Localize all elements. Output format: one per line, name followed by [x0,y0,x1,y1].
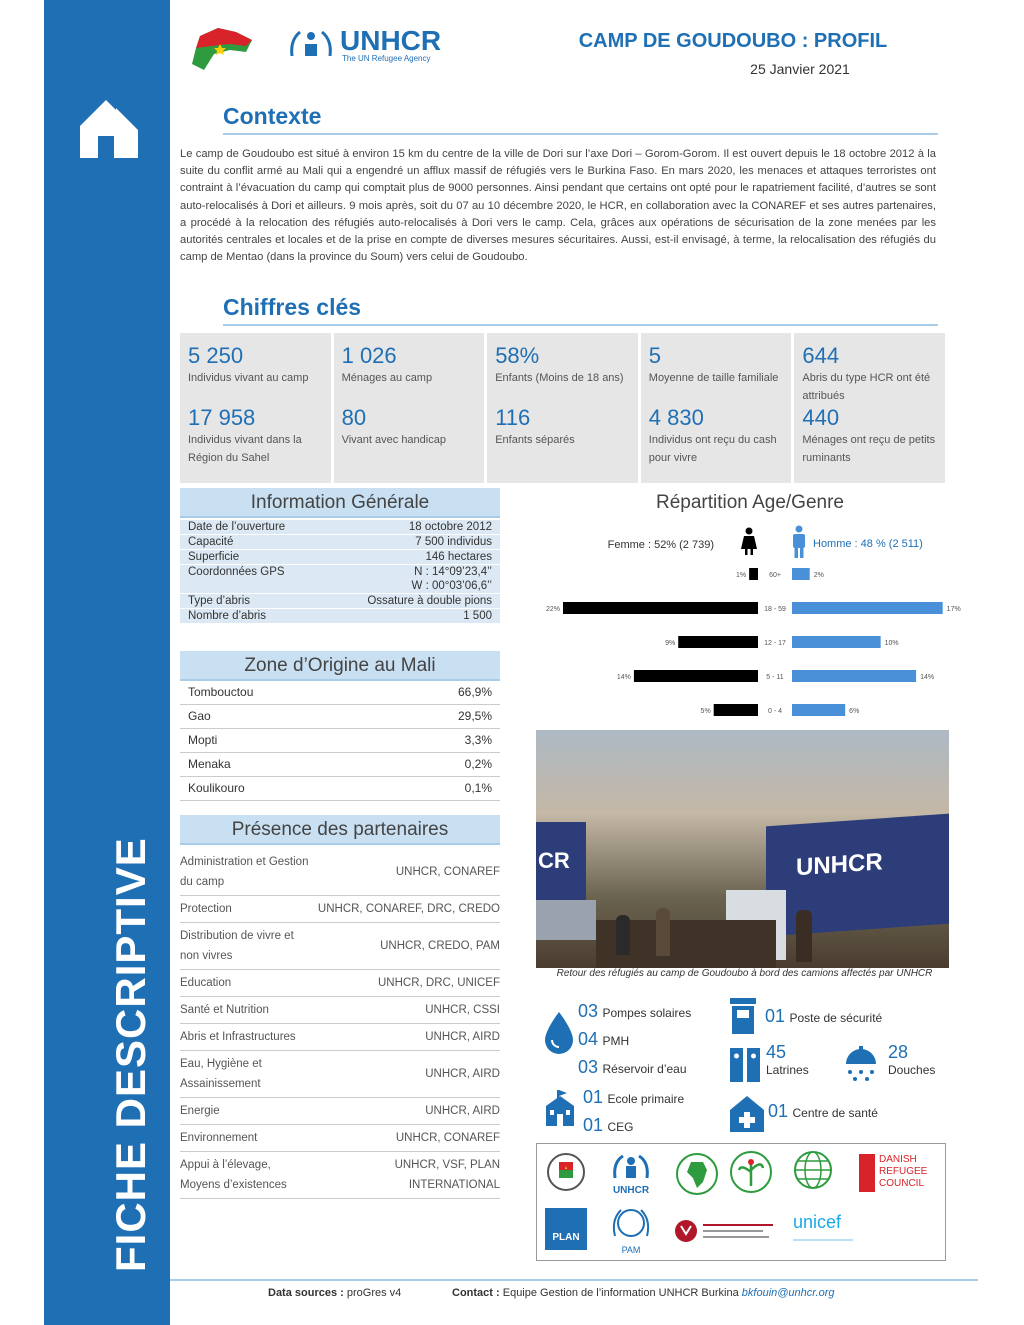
unhcr-emblem-icon [611,1152,651,1180]
logo-text: UNHCR [612,1185,650,1196]
contact-label: Contact : [452,1287,500,1299]
info-key: Date de l’ouverture [188,521,286,533]
plan-logo [545,1208,587,1250]
partenaires-title: Présence des partenaires [180,815,500,845]
data-label-homme: 6% [849,708,860,715]
unhcr-logo-text: UNHCR [340,25,442,56]
partner-sector: Abris et Infrastructures [180,1031,296,1043]
contact-email-link[interactable]: bkfouin@unhcr.org [741,1287,835,1299]
info-value: 1 500 [463,610,492,622]
info-generale-panel [180,488,500,624]
partner-row [180,1152,500,1199]
zone-row [180,753,500,777]
data-label-homme: 14% [920,674,935,681]
infra-number: 01 [768,1101,789,1121]
figure-label: Vivant avec handicap [341,434,446,446]
sante-item [768,1101,878,1122]
info-value: 146 hectares [425,551,492,563]
infra-label: Centre de santé [792,1106,878,1120]
figure-label: Ménages ont reçu de petits ruminants [802,434,936,464]
zone-row [180,777,500,801]
partner-sector: Administration et Gestion du camp [180,856,309,888]
partner-orgs: UNHCR, VSF, PLAN INTERNATIONAL [394,1159,500,1191]
burkina-map-icon [190,26,256,72]
pam-logo [603,1206,659,1255]
zone-row [180,729,500,753]
partner-sector: Education [180,977,232,989]
truck-text: CR [538,848,570,873]
data-label-femme: 22% [545,606,560,613]
partner-row [180,896,500,923]
infra-label: Douches [888,1063,936,1077]
bar-homme [792,636,881,648]
partner-sector: Eau, Hygiène et Assainissement [180,1058,262,1090]
logo-text: PAM [621,1245,641,1255]
figure-column [487,333,638,483]
legend-homme: Homme : 48 % (2 511) [813,538,923,550]
partenaires-panel [180,815,500,1199]
divider [223,324,938,326]
contact-value: Equipe Gestion de l’information UNHCR Burkina [502,1287,739,1299]
figure-label: Ménages au camp [341,372,433,384]
footer-divider [170,1279,978,1281]
zone-pct: 66,9% [457,685,492,699]
zone-name: Gao [188,709,211,723]
data-label-homme: 10% [884,640,899,647]
figure-label: Enfants (Moins de 18 ans) [495,372,624,384]
figure-number: 116 [495,405,531,430]
figure-column [641,333,792,483]
globe-logo [789,1148,837,1198]
info-row [180,520,500,535]
infra-label: Réservoir d’eau [602,1062,687,1076]
photo-caption: Retour des réfugiés au camp de Goudoubo à bord des camions affectés par UNHCR [556,968,933,979]
truck-left [536,822,586,912]
infra-number: 04 [578,1029,599,1049]
figure-column [180,333,331,483]
figure-number: 17 958 [188,405,256,430]
partner-orgs: UNHCR, AIRD [425,1031,500,1043]
security-post-icon [728,996,758,1036]
info-row [180,565,500,579]
vertical-title: FICHE DESCRIPTIVE [107,837,154,1272]
unhcr-logo [288,26,458,66]
partner-row [180,970,500,997]
partner-sector: Energie [180,1105,220,1117]
infra-label: Ecole primaire [607,1092,685,1106]
age-gender-chart [536,520,961,725]
logo-text: DANISH REFUGEE COUNCIL [879,1154,928,1189]
health-center-icon [728,1094,766,1134]
truck-text: UNHCR [796,848,883,882]
figure-number: 5 250 [188,343,244,368]
figure-label: Abris du type HCR ont été attribués [802,372,931,402]
zone-pct: 3,3% [464,733,492,747]
africa-logo [675,1152,719,1196]
shower-icon [842,1044,880,1084]
sources-value: proGres v4 [346,1287,402,1299]
partner-orgs: UNHCR, AIRD [425,1068,500,1080]
school-icon [542,1088,578,1128]
figure-label: Individus ont reçu du cash pour vivre [648,434,777,464]
zone-row [180,681,500,705]
water-drop-icon [542,1010,576,1056]
age-category-label: 18 - 59 [764,606,786,613]
partner-orgs: UNHCR, CREDO, PAM [380,940,500,952]
figure-label: Moyenne de taille familiale [648,372,779,384]
info-key: Capacité [188,536,234,548]
info-row [180,579,500,594]
footer-sources [268,1287,401,1299]
house-icon [78,96,140,162]
info-row [180,609,500,624]
vsf-logo [673,1218,777,1244]
zone-origine-panel [180,651,500,801]
info-value: N : 14°09’23,4’’ [414,566,492,578]
info-key: Superficie [188,551,240,563]
partner-sector: Santé et Nutrition [180,1004,269,1016]
unhcr-partner-logo [603,1152,659,1196]
infra-number: 03 [578,1001,599,1021]
bar-femme [678,636,758,648]
infra-number: 01 [583,1115,604,1135]
divider [223,133,938,135]
chart-title: Répartition Age/Genre [655,492,844,513]
sources-label: Data sources : [268,1287,344,1299]
partner-row [180,997,500,1024]
page-date: 25 Janvier 2021 [750,61,850,77]
partner-row [180,1024,500,1051]
figure-number: 4 830 [648,405,704,430]
footer-contact [452,1287,835,1299]
latrine-icon [728,1046,762,1084]
unicef-logo [793,1212,873,1241]
zone-origine-title: Zone d’Origine au Mali [180,651,500,681]
unhcr-emblem-icon [288,26,334,62]
wfp-emblem-icon [611,1206,651,1240]
age-category-label: 0 - 4 [767,708,783,715]
infra-label: Pompes solaires [602,1006,692,1020]
truck-right [766,814,949,937]
infra-label: Latrines [766,1063,809,1077]
security-item [765,1006,882,1027]
bar-femme [749,568,758,580]
plant-logo [729,1150,773,1196]
camp-photo [536,730,949,968]
info-row [180,550,500,565]
data-label-femme: 1% [736,572,747,579]
male-icon [793,526,805,559]
figure-label: Individus vivant au camp [188,372,309,384]
bar-homme [792,670,916,682]
zone-name: Mopti [188,733,218,747]
partner-row [180,923,500,970]
infra-label: PMH [602,1034,630,1048]
bar-femme [714,704,758,716]
infra-number: 01 [583,1087,604,1107]
water-list [578,998,691,1082]
zone-name: Tombouctou [188,685,254,699]
partner-orgs: UNHCR, DRC, UNICEF [377,977,500,989]
partner-orgs: UNHCR, CONAREF [395,866,500,878]
data-label-femme: 5% [700,708,711,715]
age-category-label: 12 - 17 [764,640,786,647]
bar-homme [792,568,810,580]
partner-orgs: UNHCR, CSSI [425,1004,500,1016]
logo-text: unicef [793,1212,842,1232]
partner-orgs: UNHCR, AIRD [425,1105,500,1117]
zone-row [180,705,500,729]
figure-column [334,333,485,483]
infra-number: 03 [578,1057,599,1077]
partner-sector: Appui à l’élevage, Moyens d’existences [180,1159,287,1191]
partner-sector: Environnement [180,1132,258,1144]
partner-row [180,849,500,896]
contexte-title: Contexte [223,103,322,129]
female-icon [741,528,757,556]
figure-number: 1 026 [341,343,397,368]
partner-logos [536,1143,946,1261]
bar-femme [563,602,758,614]
unhcr-logo-sub: The UN Refugee Agency [342,54,431,63]
zone-name: Menaka [188,757,231,771]
info-row [180,594,500,609]
school-list [583,1084,684,1140]
chiffres-title: Chiffres clés [223,294,362,320]
figure-number: 644 [802,343,840,368]
partner-row [180,1125,500,1152]
figure-label: Enfants séparés [495,434,575,446]
zone-pct: 0,2% [464,757,492,771]
infra-number: 45 [766,1042,787,1062]
data-label-femme: 14% [616,674,631,681]
bar-femme [634,670,758,682]
infra-label: CEG [607,1120,634,1134]
bar-homme [792,602,943,614]
partner-row [180,1051,500,1098]
info-value: Ossature à double pions [367,595,492,607]
data-label-femme: 9% [665,640,676,647]
zone-pct: 0,1% [464,781,492,795]
figure-number: 440 [802,405,840,430]
latrines-item [766,1042,809,1077]
info-generale-title: Information Générale [180,488,500,518]
burkina-coat-of-arms-logo [545,1150,587,1196]
partner-sector: Distribution de vivre et non vivres [180,930,294,962]
info-key: Coordonnées GPS [188,566,285,578]
partner-orgs: UNHCR, CONAREF, DRC, CREDO [317,903,500,915]
figure-number: 58% [495,343,540,368]
logo-text: PLAN [552,1232,580,1243]
info-value: 18 octobre 2012 [408,521,492,533]
contexte-text: Le camp de Goudoubo est situé à environ 15 km du centre de la ville de Dori sur l’axe Dori – Gorom-Gorom. Il est ouvert depuis le 18 octobre 2012 à la suite du conflit armé au Mali qui a engendré un afflux massif de réfugiés vers le Burkina Faso. En mars 2020, les menaces et attaques terroristes ont contraint à l’évacuation du camp qui comptait plus de 9000 personnes. Ainsi pendant que certains ont opté pour le rapatriement facilité, d’autres se sont auto-relocalisés à Dori et ailleurs. 9 mois après, soit du 07 au 10 décembre 2020, le HCR, en collaboration avec la CONAREF et ses autres partenaires, a procédé à la relocation des réfugiés auto-relocalisés à Dori vers le camp. Cela, grâces aux opérations de sécurisation de la zone menées par les autorités centrales et locales et de la prise en compte de diverses mesures sécuritaires. Aussi, est-il envisagé, à terme, la relocalisation des réfugiés du camp de Mentao (dans la province du Soum) vers celui de Goudoubo. [180,148,936,264]
info-value: 7 500 individus [415,536,492,548]
legend-femme: Femme : 52% (2 739) [607,539,714,551]
infra-label: Poste de sécurité [789,1011,883,1025]
partner-row [180,1098,500,1125]
sidebar-band [44,0,170,1325]
infra-number: 01 [765,1006,786,1026]
zone-pct: 29,5% [457,709,492,723]
page-title: CAMP DE GOUDOUBO : PROFIL [578,30,888,52]
figure-label: Individus vivant dans la Région du Sahel [188,434,302,464]
info-key: Nombre d’abris [188,610,266,622]
info-value: W : 00°03’06,6’’ [411,580,492,592]
infra-number: 28 [888,1042,909,1062]
key-figures [180,333,945,483]
figure-number: 5 [648,343,662,368]
partner-orgs: UNHCR, CONAREF [395,1132,500,1144]
data-label-homme: 2% [813,572,824,579]
bar-homme [792,704,845,716]
data-label-homme: 17% [946,606,961,613]
douches-item [888,1042,935,1077]
age-category-label: 5 - 11 [766,674,784,681]
info-row [180,535,500,550]
figure-column [794,333,945,483]
zone-name: Koulikouro [188,781,245,795]
info-key: Type d’abris [188,595,251,607]
figure-number: 80 [341,405,367,430]
partner-sector: Protection [180,903,232,915]
age-category-label: 60+ [769,572,781,579]
